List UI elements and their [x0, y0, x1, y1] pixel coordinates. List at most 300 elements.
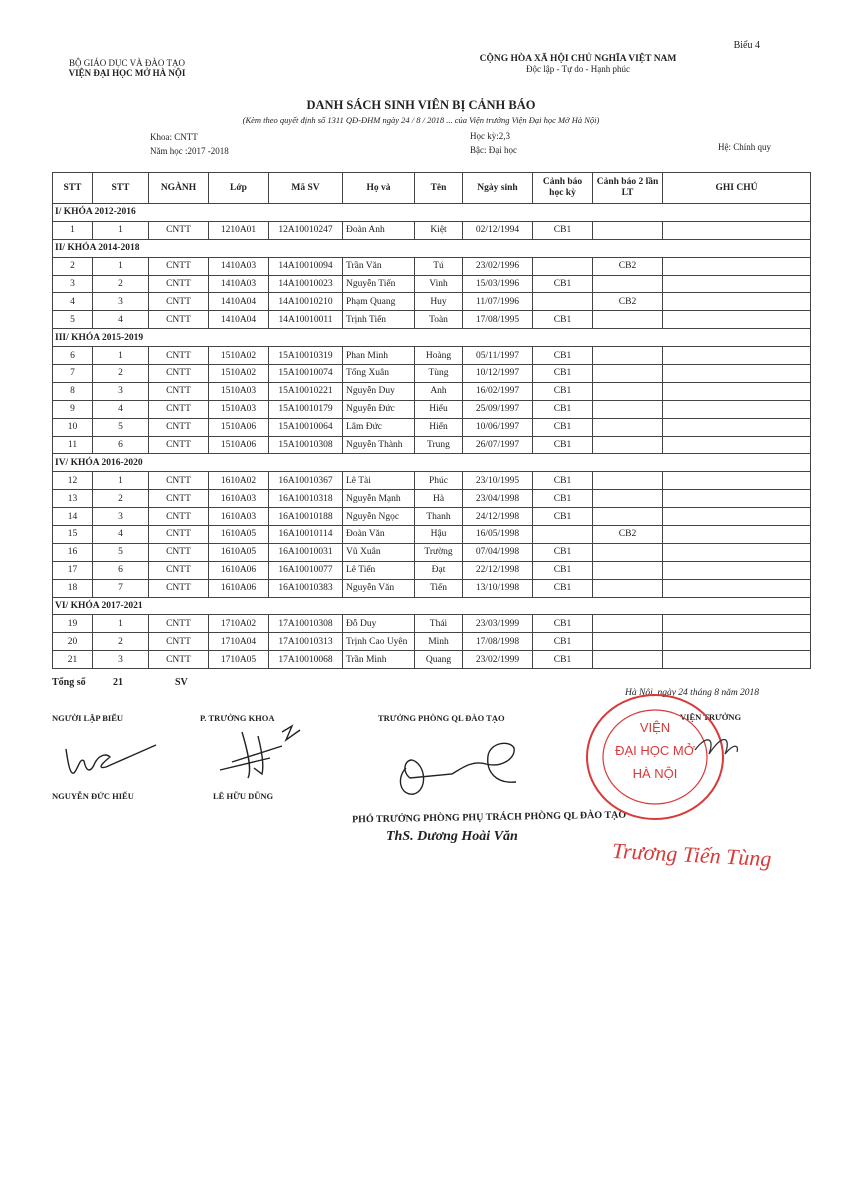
table-cell: 12A10010247 — [269, 221, 343, 239]
table-cell: 2 — [53, 257, 93, 275]
table-cell: 14A10010210 — [269, 293, 343, 311]
table-cell: Lê Tiến — [343, 561, 415, 579]
table-cell: 02/12/1994 — [463, 221, 533, 239]
table-cell: 16A10010031 — [269, 543, 343, 561]
table-cell: 6 — [93, 436, 149, 454]
table-cell: Hoàng — [415, 347, 463, 365]
table-cell: 1510A02 — [209, 365, 269, 383]
table-cell: Đoàn Anh — [343, 221, 415, 239]
table-cell — [533, 257, 593, 275]
table-cell: 17/08/1995 — [463, 311, 533, 329]
preparer-title: NGƯỜI LẬP BIỂU — [52, 713, 124, 723]
group-title: I/ KHÓA 2012-2016 — [53, 204, 811, 222]
table-cell: 2 — [93, 365, 149, 383]
table-cell: 1510A06 — [209, 418, 269, 436]
table-cell: 17A10010068 — [269, 651, 343, 669]
table-cell — [593, 651, 663, 669]
table-cell: 14A10010094 — [269, 257, 343, 275]
column-header: GHI CHÚ — [663, 173, 811, 204]
table-cell: CB1 — [533, 543, 593, 561]
table-cell — [593, 472, 663, 490]
table-cell: CNTT — [149, 436, 209, 454]
table-cell: Quang — [415, 651, 463, 669]
table-cell: 14 — [53, 508, 93, 526]
table-cell: CNTT — [149, 311, 209, 329]
table-cell: CB1 — [533, 490, 593, 508]
table-cell: CB1 — [533, 365, 593, 383]
dean-title: P. TRƯỞNG KHOA — [200, 713, 275, 723]
group-title: VI/ KHÓA 2017-2021 — [53, 597, 811, 615]
stamp-line-3: HÀ NỘI — [632, 766, 678, 781]
table-cell: 16A10010318 — [269, 490, 343, 508]
ministry-line: BỘ GIÁO DỤC VÀ ĐÀO TẠO — [69, 58, 185, 68]
table-cell: 1610A03 — [209, 508, 269, 526]
document-subtitle: (Kèm theo quyết định số 1311 QĐ-ĐHM ngày 24 / 8 / 2018 ... của Viện trưởng Viện Đại học Mở Hà Nội) — [242, 115, 600, 125]
table-row — [53, 508, 811, 526]
stamp-line-2: ĐẠI HỌC MỞ — [615, 743, 695, 758]
table-cell: Nguyễn Ngọc — [343, 508, 415, 526]
table-cell: 14A10010023 — [269, 275, 343, 293]
table-cell: 1510A03 — [209, 400, 269, 418]
table-cell: 10/12/1997 — [463, 365, 533, 383]
faculty-label: Khoa: CNTT — [150, 132, 198, 142]
table-cell: Trịnh Cao Uyên — [343, 633, 415, 651]
table-cell: 10/06/1997 — [463, 418, 533, 436]
table-cell: 2 — [93, 275, 149, 293]
table-cell: CNTT — [149, 633, 209, 651]
table-cell — [663, 275, 811, 293]
table-cell: 26/07/1997 — [463, 436, 533, 454]
table-cell: 16/02/1997 — [463, 382, 533, 400]
office-title: TRƯỞNG PHÒNG QL ĐÀO TẠO — [378, 713, 505, 723]
table-row — [53, 418, 811, 436]
table-cell: 1210A01 — [209, 221, 269, 239]
table-cell: CNTT — [149, 418, 209, 436]
table-cell: 1 — [93, 221, 149, 239]
date-line: Hà Nội, ngày 24 tháng 8 năm 2018 — [625, 688, 760, 698]
table-row — [53, 526, 811, 544]
table-row — [53, 633, 811, 651]
table-cell: CNTT — [149, 472, 209, 490]
table-cell: Minh — [415, 633, 463, 651]
table-cell: 1410A03 — [209, 257, 269, 275]
table-cell — [593, 633, 663, 651]
table-cell: 23/02/1999 — [463, 651, 533, 669]
table-cell: Vinh — [415, 275, 463, 293]
table-cell — [593, 311, 663, 329]
dean-name: LÊ HỮU DŨNG — [213, 791, 274, 801]
table-cell — [593, 418, 663, 436]
group-row — [53, 597, 811, 615]
table-cell: CNTT — [149, 221, 209, 239]
table-row — [53, 436, 811, 454]
table-cell — [593, 543, 663, 561]
table-cell: CB1 — [533, 615, 593, 633]
table-cell: 1410A04 — [209, 311, 269, 329]
table-cell: Tiến — [415, 579, 463, 597]
table-cell: 16A10010367 — [269, 472, 343, 490]
table-cell: CNTT — [149, 365, 209, 383]
table-cell: Nguyễn Tiến — [343, 275, 415, 293]
table-cell: 15A10010221 — [269, 382, 343, 400]
table-cell: 9 — [53, 400, 93, 418]
table-cell — [593, 615, 663, 633]
table-cell: Lê Tài — [343, 472, 415, 490]
document-title: DANH SÁCH SINH VIÊN BỊ CẢNH BÁO — [306, 98, 536, 112]
table-cell: CNTT — [149, 293, 209, 311]
table-cell: 3 — [53, 275, 93, 293]
table-cell — [663, 633, 811, 651]
table-cell: CB2 — [593, 257, 663, 275]
table-cell: 17A10010313 — [269, 633, 343, 651]
table-cell: 1 — [93, 347, 149, 365]
table-cell: Nguyễn Văn — [343, 579, 415, 597]
column-header: Ngày sinh — [463, 173, 533, 204]
table-row — [53, 293, 811, 311]
table-cell: 23/03/1999 — [463, 615, 533, 633]
office-subtitle: PHÓ TRƯỞNG PHÒNG PHỤ TRÁCH PHÒNG QL ĐÀO TẠO — [351, 809, 627, 826]
table-cell: CNTT — [149, 526, 209, 544]
table-cell — [663, 436, 811, 454]
table-cell: 16/05/1998 — [463, 526, 533, 544]
table-cell: 16 — [53, 543, 93, 561]
table-row — [53, 615, 811, 633]
table-cell: CB1 — [533, 651, 593, 669]
table-cell: CB1 — [533, 347, 593, 365]
column-header: Họ và — [343, 173, 415, 204]
table-cell: Đạt — [415, 561, 463, 579]
group-title: III/ KHÓA 2015-2019 — [53, 329, 811, 347]
table-cell: Kiệt — [415, 221, 463, 239]
table-cell: 1 — [93, 472, 149, 490]
table-cell: 1710A02 — [209, 615, 269, 633]
table-cell: CNTT — [149, 382, 209, 400]
table-cell: 4 — [93, 526, 149, 544]
office-signer-name: ThS. Dương Hoài Văn — [386, 829, 518, 844]
table-cell: 2 — [93, 633, 149, 651]
table-cell: CB1 — [533, 418, 593, 436]
table-cell: CNTT — [149, 490, 209, 508]
table-cell: 1510A02 — [209, 347, 269, 365]
table-cell — [663, 365, 811, 383]
table-cell — [593, 508, 663, 526]
table-cell: 22/12/1998 — [463, 561, 533, 579]
group-title: II/ KHÓA 2014-2018 — [53, 239, 811, 257]
column-header: STT — [93, 173, 149, 204]
table-cell — [593, 347, 663, 365]
table-cell: Nguyễn Mạnh — [343, 490, 415, 508]
table-cell — [663, 382, 811, 400]
table-cell: CB1 — [533, 311, 593, 329]
table-cell: 1610A06 — [209, 561, 269, 579]
table-cell: 3 — [93, 651, 149, 669]
column-header: STT — [53, 173, 93, 204]
table-cell: 10 — [53, 418, 93, 436]
table-cell: Nguyễn Thành — [343, 436, 415, 454]
table-cell: Toàn — [415, 311, 463, 329]
table-cell: Hà — [415, 490, 463, 508]
table-cell: 1510A03 — [209, 382, 269, 400]
table-cell: 4 — [93, 311, 149, 329]
table-cell: 25/09/1997 — [463, 400, 533, 418]
table-cell: 12 — [53, 472, 93, 490]
ministry-name — [52, 58, 202, 78]
table-cell — [663, 615, 811, 633]
table-cell — [593, 436, 663, 454]
table-cell: CNTT — [149, 347, 209, 365]
table-cell — [593, 382, 663, 400]
table-cell: 5 — [53, 311, 93, 329]
table-cell: CNTT — [149, 508, 209, 526]
table-cell: 4 — [53, 293, 93, 311]
table-cell: 15A10010319 — [269, 347, 343, 365]
table-cell: CB1 — [533, 436, 593, 454]
table-cell: 16A10010114 — [269, 526, 343, 544]
table-row — [53, 365, 811, 383]
table-cell: 24/12/1998 — [463, 508, 533, 526]
table-cell: 1510A06 — [209, 436, 269, 454]
table-cell: Trung — [415, 436, 463, 454]
table-cell: 17 — [53, 561, 93, 579]
group-row — [53, 239, 811, 257]
table-header-row — [53, 173, 811, 204]
institute-line: VIỆN ĐẠI HỌC MỞ HÀ NỘI — [68, 68, 186, 78]
table-cell: 7 — [53, 365, 93, 383]
table-cell: 1610A03 — [209, 490, 269, 508]
table-cell: 3 — [93, 508, 149, 526]
table-cell: Tùng — [415, 365, 463, 383]
table-cell: 3 — [93, 293, 149, 311]
table-cell: Vũ Xuân — [343, 543, 415, 561]
table-cell: Trần Văn — [343, 257, 415, 275]
table-cell: 1 — [53, 221, 93, 239]
table-cell: Hiếu — [415, 400, 463, 418]
table-cell — [663, 221, 811, 239]
table-cell: 18 — [53, 579, 93, 597]
table-cell: CB1 — [533, 472, 593, 490]
table-cell — [593, 365, 663, 383]
table-cell: 1410A03 — [209, 275, 269, 293]
table-cell: CB2 — [593, 293, 663, 311]
table-cell: Phan Minh — [343, 347, 415, 365]
table-cell: 14A10010011 — [269, 311, 343, 329]
table-row — [53, 275, 811, 293]
table-cell — [663, 526, 811, 544]
table-cell: Tống Xuân — [343, 365, 415, 383]
table-row — [53, 490, 811, 508]
national-motto — [468, 54, 688, 74]
table-cell: 13/10/1998 — [463, 579, 533, 597]
table-cell — [663, 311, 811, 329]
table-cell: 7 — [93, 579, 149, 597]
table-cell: 16A10010188 — [269, 508, 343, 526]
table-cell: Thanh — [415, 508, 463, 526]
table-cell: 1610A05 — [209, 526, 269, 544]
table-cell — [663, 293, 811, 311]
table-cell: 05/11/1997 — [463, 347, 533, 365]
table-row — [53, 561, 811, 579]
table-cell: 1610A05 — [209, 543, 269, 561]
table-cell: CNTT — [149, 579, 209, 597]
official-stamp — [575, 690, 745, 830]
level-label: Bậc: Đại học — [470, 145, 517, 155]
table-cell: Nguyễn Đức — [343, 400, 415, 418]
table-cell: 1710A05 — [209, 651, 269, 669]
group-title: IV/ KHÓA 2016-2020 — [53, 454, 811, 472]
table-cell — [593, 579, 663, 597]
table-cell: 16A10010077 — [269, 561, 343, 579]
table-row — [53, 651, 811, 669]
table-row — [53, 579, 811, 597]
table-cell: CNTT — [149, 257, 209, 275]
table-row — [53, 400, 811, 418]
school-year-label: Năm học :2017 -2018 — [150, 146, 229, 156]
table-cell: CB1 — [533, 275, 593, 293]
table-cell: CB2 — [593, 526, 663, 544]
table-cell: 15/03/1996 — [463, 275, 533, 293]
table-cell: 16A10010383 — [269, 579, 343, 597]
table-cell — [593, 275, 663, 293]
office-signature — [392, 738, 542, 808]
table-cell: Tú — [415, 257, 463, 275]
table-row — [53, 221, 811, 239]
warning-list-table — [52, 172, 811, 669]
table-cell — [663, 418, 811, 436]
total-label: Tổng số — [52, 677, 86, 688]
table-cell — [663, 400, 811, 418]
table-cell: 17A10010308 — [269, 615, 343, 633]
table-cell: Lâm Đức — [343, 418, 415, 436]
column-header: Tên — [415, 173, 463, 204]
table-cell: 15A10010064 — [269, 418, 343, 436]
table-cell: 15A10010074 — [269, 365, 343, 383]
table-cell: CNTT — [149, 651, 209, 669]
director-name: Trương Tiến Tùng — [611, 837, 773, 872]
table-cell: Trần Minh — [343, 651, 415, 669]
table-cell: 11/07/1996 — [463, 293, 533, 311]
table-row — [53, 257, 811, 275]
table-row — [53, 347, 811, 365]
column-header: Mã SV — [269, 173, 343, 204]
table-cell: 13 — [53, 490, 93, 508]
table-cell: CNTT — [149, 275, 209, 293]
table-cell — [663, 508, 811, 526]
table-cell — [663, 651, 811, 669]
table-cell: CNTT — [149, 543, 209, 561]
table-cell: 1610A02 — [209, 472, 269, 490]
table-cell: CNTT — [149, 561, 209, 579]
table-row — [53, 311, 811, 329]
dean-signature — [212, 722, 312, 782]
table-cell: Phạm Quang — [343, 293, 415, 311]
table-cell: Huy — [415, 293, 463, 311]
table-cell: 21 — [53, 651, 93, 669]
table-cell: 5 — [93, 418, 149, 436]
director-title: VIỆN TRƯỞNG — [680, 712, 742, 722]
table-cell — [533, 526, 593, 544]
table-cell: 11 — [53, 436, 93, 454]
column-header: Lớp — [209, 173, 269, 204]
table-cell — [663, 347, 811, 365]
table-cell: CB1 — [533, 561, 593, 579]
table-cell — [593, 221, 663, 239]
table-cell: 1 — [93, 257, 149, 275]
table-cell: 6 — [53, 347, 93, 365]
table-cell: Đoàn Văn — [343, 526, 415, 544]
semester-label: Học kỳ:2,3 — [470, 131, 510, 141]
table-cell — [593, 561, 663, 579]
table-cell — [593, 490, 663, 508]
table-cell: 1 — [93, 615, 149, 633]
table-cell: Hiển — [415, 418, 463, 436]
form-number: Biểu 4 — [733, 40, 760, 51]
column-header: Cảnh báo 2 lần LT — [593, 173, 663, 204]
table-cell: 1710A04 — [209, 633, 269, 651]
table-cell: 4 — [93, 400, 149, 418]
table-cell: 2 — [93, 490, 149, 508]
table-cell — [663, 543, 811, 561]
table-cell: 8 — [53, 382, 93, 400]
total-count: 21 — [113, 677, 123, 688]
table-cell — [533, 293, 593, 311]
table-cell: CB1 — [533, 579, 593, 597]
table-cell: 15A10010308 — [269, 436, 343, 454]
republic-line: CỘNG HÒA XÃ HỘI CHỦ NGHĨA VIỆT NAM — [479, 54, 677, 64]
table-cell: CB1 — [533, 382, 593, 400]
table-cell: CB1 — [533, 400, 593, 418]
table-cell: Nguyễn Duy — [343, 382, 415, 400]
table-cell: Thái — [415, 615, 463, 633]
table-cell: Trường — [415, 543, 463, 561]
table-cell: Hậu — [415, 526, 463, 544]
table-cell: 5 — [93, 543, 149, 561]
table-cell: 3 — [93, 382, 149, 400]
table-cell: 23/10/1995 — [463, 472, 533, 490]
table-cell: Anh — [415, 382, 463, 400]
table-row — [53, 543, 811, 561]
table-cell: 23/02/1996 — [463, 257, 533, 275]
table-cell: 15 — [53, 526, 93, 544]
table-cell: CB1 — [533, 633, 593, 651]
table-cell: Phúc — [415, 472, 463, 490]
total-unit: SV — [175, 677, 188, 688]
group-row — [53, 329, 811, 347]
table-cell: 6 — [93, 561, 149, 579]
table-cell: 07/04/1998 — [463, 543, 533, 561]
column-header: Cảnh báo học kỳ — [533, 173, 593, 204]
table-cell — [593, 400, 663, 418]
table-cell — [663, 472, 811, 490]
table-cell — [663, 561, 811, 579]
table-cell: 23/04/1998 — [463, 490, 533, 508]
table-row — [53, 472, 811, 490]
group-row — [53, 204, 811, 222]
table-cell — [663, 490, 811, 508]
table-cell: 1410A04 — [209, 293, 269, 311]
table-cell: CNTT — [149, 615, 209, 633]
motto-line: Độc lập - Tự do - Hạnh phúc — [526, 64, 630, 74]
preparer-signature — [60, 735, 160, 780]
preparer-name: NGUYỄN ĐỨC HIẾU — [52, 791, 134, 801]
table-cell: 1610A06 — [209, 579, 269, 597]
table-cell: 15A10010179 — [269, 400, 343, 418]
table-cell — [663, 579, 811, 597]
table-cell: 17/08/1998 — [463, 633, 533, 651]
table-body — [53, 204, 811, 669]
program-label: Hệ: Chính quy — [718, 142, 771, 152]
table-cell: CB1 — [533, 221, 593, 239]
stamp-line-1: VIỆN — [639, 720, 671, 735]
